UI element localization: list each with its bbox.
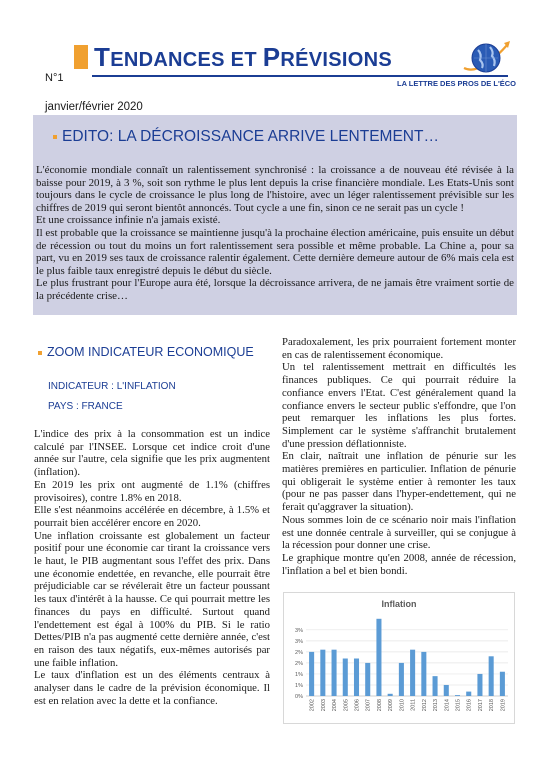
chart-y-tick-label: 3% (295, 638, 303, 645)
article-paragraph: Une inflation croissante est globalement un facteur positif pour une économie car tirant la croissance vers le haut, le PIB augmentant sous l'effet des prix. Dans une économie endettée, en revanche, elle pourrait être préjudiciable car se révélerait être un facteur poussant les taux d'intérêt à la hausse. Ce qui pourrait mettre les finances du pays en difficulté. Surtout quand l'endettement est égal à 100% du PIB. Si le ratio Dettes/PIB n'a pas augmenté cette dernière année, c'est en raison des taux négatifs, eux-mêmes autorisés par une faible inflation. (34, 529, 270, 669)
edito-text (36, 164, 514, 303)
chart-bar (343, 659, 348, 697)
chart-x-tick-label: 2019 (500, 699, 507, 712)
title-part: P (262, 42, 281, 72)
globe-icon (460, 38, 512, 78)
chart-bar (410, 650, 415, 696)
article-paragraph: Paradoxalement, les prix pourraient fortement monter en cas de ralentissement économique. (282, 336, 516, 361)
chart-bar (433, 676, 438, 696)
chart-title: Inflation (381, 599, 417, 609)
zoom-title (38, 345, 254, 359)
edito-paragraph: L'économie mondiale connaît un ralentissement synchronisé : la croissance a de nouveau été révisée à la baisse pour 2019, à 3 %, soit son rythme le plus lent depuis la crise financière mondiale. Les Etats-Unis sont toujours dans le cycle de croissance le plus long de l'histoire, avec un léger ralentissement prévisible sur les chiffres de 2019 qui seront bientôt annoncés. Tout cycle a une fin, sinon ce ne serait pas un cycle ! (36, 164, 514, 214)
chart-bar (477, 674, 482, 696)
edito-title-text: EDITO: LA DÉCROISSANCE ARRIVE LENTEMENT… (62, 128, 439, 145)
chart-x-tick-label: 2003 (320, 699, 327, 712)
chart-bar (309, 652, 314, 696)
article-paragraph: Nous sommes loin de ce scénario noir mais l'inflation est une donnée centrale à surveiller, qui se conjugue à la récession pour donner une crise. (282, 513, 516, 552)
chart-bar (376, 619, 381, 696)
chart-bar (466, 692, 471, 696)
chart-y-tick-label: 1% (295, 682, 303, 689)
issue-date: janvier/février 2020 (45, 101, 143, 113)
chart-x-tick-label: 2018 (489, 699, 496, 712)
title-part: T (94, 42, 111, 72)
chart-bar (332, 650, 337, 696)
chart-x-tick-label: 2013 (433, 699, 440, 712)
chart-x-tick-label: 2005 (343, 699, 350, 712)
chart-y-tick-label: 3% (295, 627, 303, 634)
chart-bar (388, 694, 393, 696)
chart-x-tick-label: 2014 (444, 699, 451, 712)
indicator-label: INDICATEUR : L'INFLATION (48, 381, 176, 392)
chart-x-tick-label: 2010 (399, 699, 406, 712)
chart-y-tick-label: 1% (295, 671, 303, 678)
edito-paragraph: Il est probable que la croissance se maintienne jusqu'à la prochaine élection américaine, puis ensuite un début de récession ou tout du moins un fort ralentissement sera possible et même probable. La Chine a, pour sa part, vu en 2019 ses taux de croissance ralentir également. Cette dernière demeure autour de 6% mais cela est le plus faible taux enregistré depuis le début du siècle. (36, 226, 514, 277)
bullet-icon (38, 351, 42, 355)
newsletter-title (94, 40, 392, 77)
title-part: RÉVISIONS (280, 49, 392, 71)
chart-x-tick-label: 2017 (477, 699, 484, 712)
article-paragraph: Un tel ralentissement mettrait en difficultés les finances publiques. Ce qui pourrait réduire la confiance envers l'Etat. C'est généralement quand la confiance envers le secteur public s'effondre, que l'on peut remarquer les inflations les plus fortes. Simplement car le système s'affranchit brutalement d'une pression déflationniste. (282, 361, 516, 450)
chart-bar (444, 685, 449, 696)
header-rule (92, 75, 508, 77)
bullet-icon (53, 135, 57, 139)
country-label: PAYS : FRANCE (48, 401, 123, 412)
chart-x-tick-label: 2012 (421, 699, 428, 712)
tagline: LA LETTRE DES PROS DE L'ÉCO (397, 79, 517, 88)
chart-bar (421, 652, 426, 696)
chart-x-tick-label: 2015 (455, 699, 462, 712)
title-part: ENDANCES ET (110, 49, 263, 71)
chart-bar (500, 672, 505, 696)
chart-y-tick-label: 2% (295, 660, 303, 667)
chart-x-tick-label: 2016 (466, 699, 473, 712)
article-right-column (282, 336, 516, 577)
chart-bar (399, 663, 404, 696)
chart-x-tick-label: 2008 (376, 699, 383, 712)
chart-x-tick-label: 2009 (388, 699, 395, 712)
edito-paragraph: Le plus frustrant pour l'Europe aura été, lorsque la décroissance arrivera, de ne jamais être vraiment sortie de la précédente crise… (36, 277, 514, 302)
article-paragraph: Elle s'est néanmoins accélérée en décembre, à 1.5% et pourrait bien accélérer encore en 2020. (34, 504, 270, 529)
chart-x-tick-label: 2007 (365, 699, 372, 712)
zoom-title-text: ZOOM INDICATEUR ECONOMIQUE (47, 345, 254, 359)
chart-bar (320, 650, 325, 696)
article-paragraph: Le taux d'inflation est un des éléments centraux à analyser dans le cadre de la prévision économique. Il est en relation avec la dette et la confiance. (34, 669, 270, 707)
article-paragraph: L'indice des prix à la consommation est un indice calculé par l'INSEE. Lorsque cet indice croit d'une année sur l'autre, cela signifie que les prix augmentent (inflation). (34, 428, 270, 479)
edito-paragraph: Et une croissance infinie n'a jamais existé. (36, 214, 221, 227)
chart-y-tick-label: 2% (295, 649, 303, 656)
chart-bar (455, 695, 460, 696)
edito-title (53, 128, 439, 146)
article-paragraph: En 2019 les prix ont augmenté de 1.1% (chiffres provisoires), contre 1.8% en 2018. (34, 478, 270, 504)
inflation-chart (283, 592, 515, 724)
chart-bar (489, 656, 494, 696)
chart-bar (365, 663, 370, 696)
chart-y-tick-label: 0% (295, 694, 303, 700)
issue-number: N°1 (45, 72, 64, 84)
chart-x-tick-label: 2004 (332, 699, 339, 712)
article-paragraph: En clair, naîtrait une inflation de pénurie sur les matières premières en particulier. Inflation de pénurie qui obligerait le système entier à remonter les taux (pour ne pas passer dans l'hyper-endettement, qui ne ferait qu'aggraver la situation). (282, 450, 516, 514)
chart-x-tick-label: 2011 (410, 699, 417, 711)
article-paragraph: Le graphique montre qu'en 2008, année de récession, l'inflation a bel et bien bondi. (282, 551, 516, 577)
article-left-column (34, 428, 270, 707)
header-square (74, 45, 88, 69)
chart-x-tick-label: 2002 (309, 699, 316, 712)
chart-bar (354, 659, 359, 697)
chart-x-tick-label: 2006 (354, 699, 361, 712)
